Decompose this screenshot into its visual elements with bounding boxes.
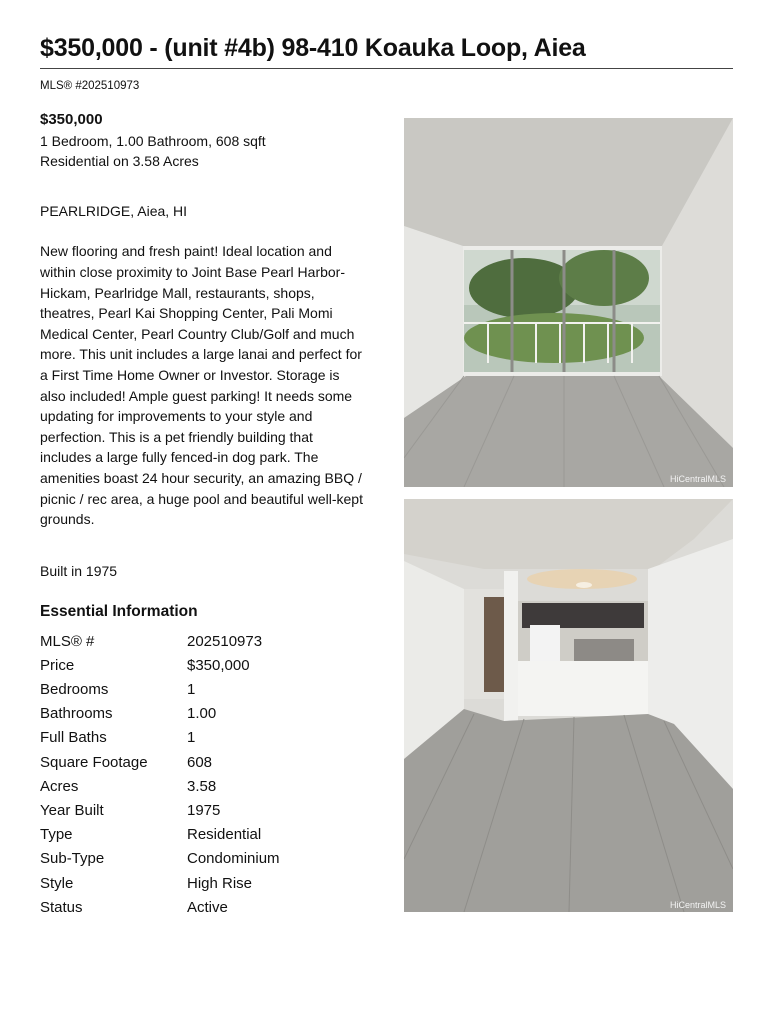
info-label: Full Baths <box>40 729 107 747</box>
info-row <box>40 702 370 726</box>
info-label: Acres <box>40 777 79 795</box>
info-value: 1 <box>187 681 196 699</box>
info-value: 202510973 <box>187 632 263 650</box>
listing-land: Residential on 3.58 Acres <box>40 153 199 170</box>
info-row <box>40 848 370 872</box>
listing-location: PEARLRIDGE, Aiea, HI <box>40 202 188 219</box>
info-row <box>40 630 370 654</box>
info-label: Bedrooms <box>40 681 109 699</box>
info-value: 1.00 <box>187 705 217 723</box>
listing-details <box>40 110 370 920</box>
info-row <box>40 751 370 775</box>
photo-watermark: HiCentralMLS <box>669 900 726 910</box>
info-row <box>40 678 370 702</box>
info-row <box>40 727 370 751</box>
info-label: Year Built <box>40 801 104 819</box>
info-label: Status <box>40 898 83 916</box>
info-label: Price <box>40 656 75 674</box>
info-value: Active <box>187 898 228 916</box>
info-value: Residential <box>187 826 262 844</box>
info-value: 1 <box>187 729 196 747</box>
info-row <box>40 872 370 896</box>
listing-description: New flooring and fresh paint! Ideal location and within close proximity to Joint Base Pearl Harbor-Hickam, Pearlridge Mall, restaurants, shops, theatres, Pearl Kai Shopping Center, Pali Momi Medical Center, Pearl Country Club/Golf and much more. This unit includes a large lanai and perfect for a First Time Home Owner or Investor. Storage is also included! Ample guest parking! It needs some updating for improvements to your style and perfection. This is a pet friendly building that includes a large fully fenced-in dog park. The amenities boast 24 hour security, an amazing BBQ / picnic / rec area, a huge pool and beautiful well-kept grounds. <box>40 243 363 528</box>
info-value: 3.58 <box>187 777 217 795</box>
info-value: High Rise <box>187 874 253 892</box>
info-label: Type <box>40 826 73 844</box>
info-label: Style <box>40 874 74 892</box>
info-label: MLS® # <box>40 632 95 650</box>
essential-info-table <box>40 630 370 920</box>
listing-price: $350,000 <box>40 111 103 128</box>
info-value: 608 <box>187 753 213 771</box>
listing-photo-kitchen <box>404 499 733 912</box>
info-row <box>40 823 370 847</box>
info-row <box>40 654 370 678</box>
info-value: $350,000 <box>187 656 250 674</box>
info-value: Condominium <box>187 850 280 868</box>
listing-specs: 1 Bedroom, 1.00 Bathroom, 608 sqft <box>40 132 266 149</box>
info-value: 1975 <box>187 801 221 819</box>
mls-number: MLS® #202510973 <box>40 80 140 92</box>
info-label: Bathrooms <box>40 705 113 723</box>
info-row <box>40 896 370 920</box>
info-label: Sub-Type <box>40 850 105 868</box>
info-label: Square Footage <box>40 753 148 771</box>
built-year: Built in 1975 <box>40 562 118 579</box>
info-row <box>40 799 370 823</box>
info-row <box>40 775 370 799</box>
listing-title: $350,000 - (unit #4b) 98-410 Koauka Loop, Aiea <box>40 34 586 62</box>
title-divider <box>40 68 733 69</box>
photo-watermark: HiCentralMLS <box>669 474 726 484</box>
listing-photo-living-room <box>404 118 733 487</box>
essential-info-heading: Essential Information <box>40 603 198 621</box>
